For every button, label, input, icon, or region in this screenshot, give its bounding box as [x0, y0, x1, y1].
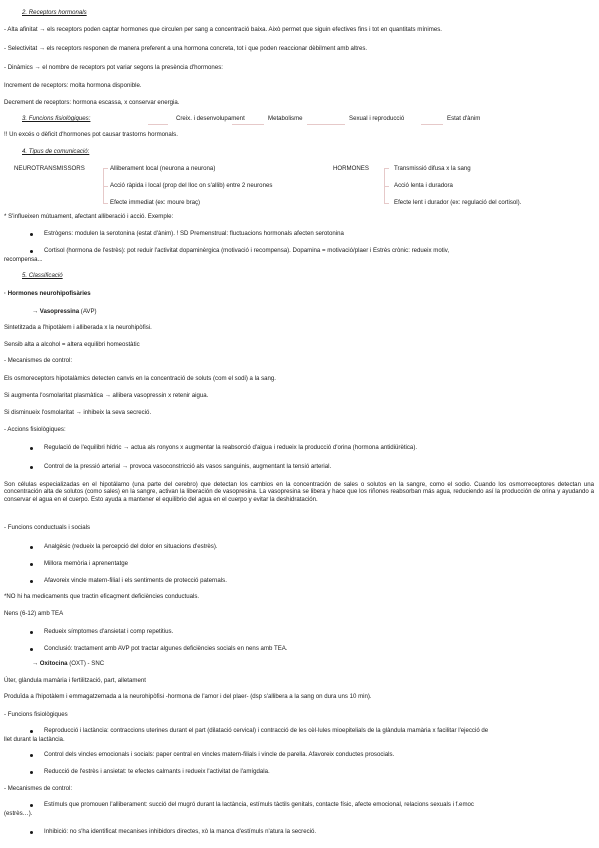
vasopressina-abbr: (AVP) — [79, 308, 97, 315]
text-produida: Produïda a l'hipotàlem i emmagatzemada a la neurohipòfisi -hormona de l'amor i del plaer- (dsp s'allibera a la sang on dura uns 10 min). — [4, 693, 372, 700]
text-control-vincles: Control dels vincles emocionals i socials: paper central en vincles matern-filials i vincle de parella. Afavoreix conductes prosocials. — [44, 751, 395, 758]
text-selectivitat: - Selectivitat → els receptors responen de manera preferent a una hormona concreta, tot i que poden reaccionar dèbilment amb altres. — [4, 45, 368, 52]
section-classificacio-title: 5. Classificació — [22, 272, 63, 279]
brace-tick — [103, 168, 108, 169]
neuro-item: Alliberament local (neurona a neurona) — [110, 165, 216, 172]
text-inhibicio: Inhibició: no s'ha identificat mecanises inhibidors directes, xò la manca d'estímuls n'atura la secreció. — [44, 828, 317, 835]
oxitocina-abbr: (OXT) - SNC — [67, 660, 105, 667]
connector-line — [307, 124, 345, 125]
vasopressina-name: Vasopressina — [39, 308, 80, 315]
neuro-label: NEUROTRANSMISSORS — [14, 165, 85, 172]
text-sintetitzada: Sintetitzada a l'hipotàlem i alliberada x la neurohipòfisi. — [4, 324, 152, 331]
heading-vasopressina — [32, 308, 97, 315]
neuro-item: Acció ràpida i local (prop del lloc on s'allib) entre 2 neurones — [110, 182, 273, 189]
heading-neurohipofisaries: · Hormones neurohipofisàries — [4, 290, 91, 297]
text-estrogens: Estrògens: modulen la serotonina (estat d'ànim). ! SD Premenstrual: fluctuacions hormonals afecten serotonina — [44, 230, 344, 237]
text-mecanismes: - Mecanismes de control: — [4, 357, 73, 364]
text-mecanismes-control: - Mecanismes de control: — [4, 785, 73, 792]
text-pressio-arterial: Control de la pressió arterial → provoca vasoconstricció als vasos sanguinis, augmentant la tensió arterial. — [44, 463, 332, 470]
text-nens-tea: Nens (6-12) amb TEA — [4, 610, 64, 617]
hormones-item: Acció lenta i duradora — [394, 182, 453, 189]
brace-tick — [384, 186, 389, 187]
bullet-icon — [30, 580, 33, 583]
text-cortisol: Cortisol (hormona de l'estrès): pot reduir l'activitat dopaminèrgica (motivació i recompensa). Dopamina = motivació/plaer i Estrès crònic: redueix motiv, — [44, 247, 450, 254]
hormones-item: Efecte lent i durador (ex: regulació del cortisol). — [394, 199, 522, 206]
text-cortisol-cont: recompensa... — [4, 256, 43, 263]
neuro-item: Efecte immediat (ex: moure braç) — [110, 199, 201, 206]
text-regulacio-hidric: Regulació de l'equilibri hídric → actua als ronyons x augmentar la reabsorció d'aigua i redueix la producció d'orina (hormona antidiürètica). — [44, 444, 418, 451]
text-analgesic: Analgèsic (redueix la percepció del dolor en situacions d'estrès). — [44, 543, 218, 550]
text-uter: Úter, glàndula mamària i fertilització, part, alletament — [4, 677, 146, 684]
hormones-label: HORMONES — [333, 165, 369, 172]
text-exces-deficit: !! Un excés o dèficit d'hormones pot causar trastorns hormonals. — [4, 131, 178, 138]
text-reproduccio: Reproducció i lactància: contraccions uterines durant el part (dilatació cervical) i contracció de les cèl·lules mioepitelials de la glàndula mamària x facilitar l'ejecció de — [44, 727, 489, 734]
text-alta-afinitat: - Alta afinitat → els receptors poden captar hormones que circulen per sang a concentració baixa. Això permet que siguin efectives fins i tot en quantitats mínimes. — [4, 26, 442, 33]
bullet-icon — [30, 831, 33, 834]
bullet-icon — [30, 648, 33, 651]
connector-line — [421, 124, 443, 125]
text-decrement: Decrement de receptors: hormona escassa, x conservar energia. — [4, 99, 180, 106]
bullet-icon — [30, 771, 33, 774]
bullet-icon — [30, 730, 33, 733]
funcio-item: Creix. i desenvolupament — [176, 115, 245, 122]
bullet-icon — [30, 250, 33, 253]
brace-tick — [384, 168, 389, 169]
funcio-item: Estat d'ànim — [447, 115, 481, 122]
text-influeixen: * S'influeixen mútuament, afectant alliberació i acció. Exemple: — [4, 213, 174, 220]
text-millora-memoria: Millora memòria i aprenentatge — [44, 560, 128, 567]
brace-tick — [384, 203, 389, 204]
text-disminueix: Si disminueix l'osmolaritat → inhibeix la seva secreció. — [4, 409, 152, 416]
funcio-item: Metabolisme — [268, 115, 303, 122]
brace-tick — [103, 203, 108, 204]
text-funcions-fisiologiques: - Funcions fisiològiques — [4, 711, 68, 718]
connector-line — [148, 124, 168, 125]
arrow-icon: → — [32, 308, 40, 315]
hormones-item: Transmissió difusa x la sang — [394, 165, 471, 172]
text-osmoreceptors: Els osmoreceptors hipotalàmics detecten canvis en la concentració de soluts (com el sodi) a la sang. — [4, 375, 276, 382]
bullet-icon — [30, 563, 33, 566]
text-augmenta: Si augmenta l'osmolaritat plasmàtica → allibera vasopressin x retenir aigua. — [4, 392, 209, 399]
bullet-icon — [30, 447, 33, 450]
text-sensib: Sensib alta a alcohol = altera equilibri homeostàtic — [4, 341, 140, 348]
bullet-icon — [30, 804, 33, 807]
section-funcions-title: 3. Funcions fisiològiques: — [22, 115, 91, 122]
text-reproduccio-cont: llet durant la lactància. — [4, 736, 65, 743]
bullet-icon — [30, 466, 33, 469]
text-afavoreix-vincle: Afavoreix vincle matern-filial i els sentiments de protecció paternals. — [44, 577, 227, 584]
text-dinamics: - Dinàmics → el nombre de receptors pot variar segons la presència d'hormones: — [4, 64, 223, 71]
bullet-icon — [30, 631, 33, 634]
bullet-icon — [30, 233, 33, 236]
text-funcions-conductuals: - Funcions conductuals i socials — [4, 524, 91, 531]
text-reduccio-estres: Reducció de l'estrès i ansietat: te efectes calmants i redueix l'activitat de l'amígdala. — [44, 768, 270, 775]
heading-oxitocina — [32, 660, 104, 667]
bullet-icon — [30, 546, 33, 549]
connector-line — [232, 124, 264, 125]
bullet-icon — [30, 754, 33, 757]
text-increment: Increment de receptors: molta hormona disponible. — [4, 82, 142, 89]
text-redueix-simptomes: Redueix símptomes d'ansietat i comp repetitius. — [44, 628, 174, 635]
text-estimuls-cont: (estrès…). — [4, 810, 33, 817]
oxitocina-name: Oxitocina — [39, 660, 68, 667]
text-estimuls: Estímuls que promouen l'alliberament: succió del mugró durant la lactància, estímuls tàctils genitals, contacte físic, afecte emocional, relacions sexuals i f.emoc — [44, 801, 474, 808]
brace-tick — [103, 186, 108, 187]
text-no-medicaments: *NO hi ha medicaments que tractin eficaçment deficiències conductuals. — [4, 593, 200, 600]
arrow-icon: → — [32, 660, 40, 667]
text-conclusio: Conclusió: tractament amb AVP pot tractar algunes deficiències socials en nens amb TEA. — [44, 645, 288, 652]
funcio-item: Sexual i reproducció — [349, 115, 405, 122]
section-receptors-title: 2. Receptors hormonals — [22, 9, 87, 16]
text-accions: - Accions fisiològiques: — [4, 426, 66, 433]
section-comunicacio-title: 4. Tipus de comunicació: — [22, 148, 90, 155]
paragraph-osmoreceptores: Son células especializadas en el hipotálamo (una parte del cerebro) que detectan los cambios en la concentración de sales o solutos en la sangre, como el sodio. Cuando los osmorreceptores detectan una concentración alta de solutos (como sales) en la sangre, activan la liberación de vasopresina. La vasopresina se libera y hace que los riñones reabsorban más agua, reduciendo así la producción de orina y ayudando a conservar el agua en el cuerpo. Esto ayuda a mantener el equilibrio del agua en el cuerpo y evitar la deshidratación. — [4, 481, 594, 503]
